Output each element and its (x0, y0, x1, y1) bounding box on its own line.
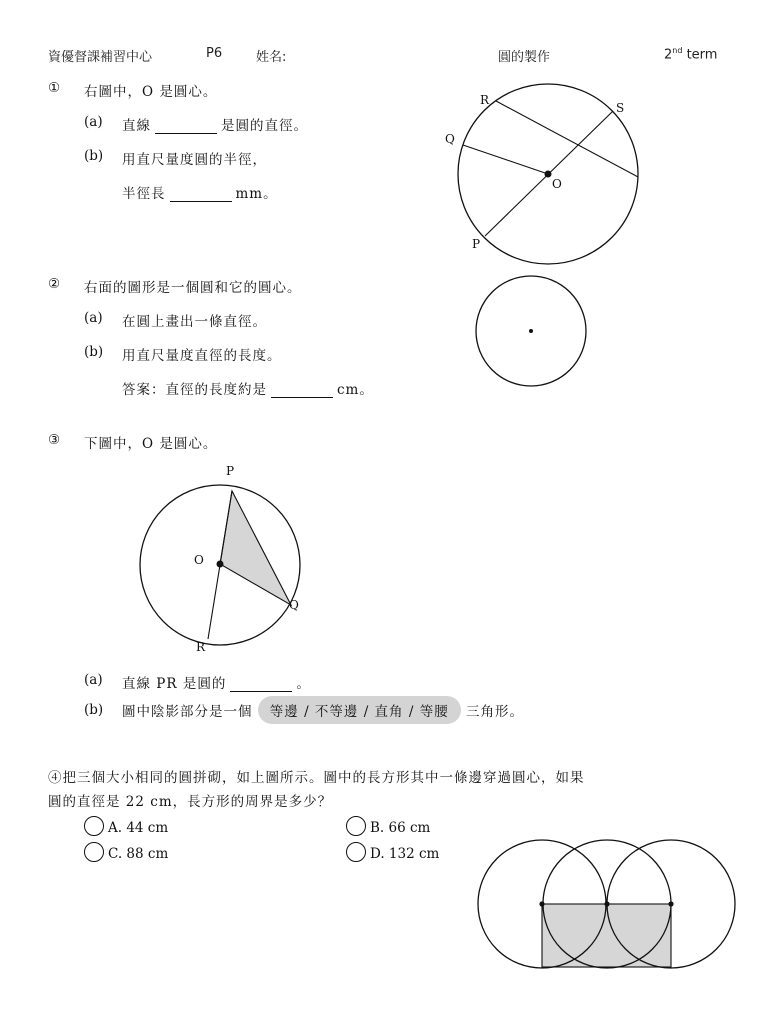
q2-answer-line (122, 378, 374, 398)
term-number: 2 (664, 47, 673, 63)
option-d-text: D. 132 cm (370, 846, 440, 862)
q3-b-line (122, 696, 524, 724)
q4-option-c[interactable] (84, 842, 168, 862)
option-c-text: C. 88 cm (108, 846, 169, 862)
q1-b-text: 用直尺量度圓的半徑， (122, 152, 267, 168)
q2-b-label: (b) (84, 344, 104, 360)
q4-center-right (668, 901, 673, 906)
q4-rectangle (542, 904, 671, 967)
option-d-circle[interactable] (346, 842, 366, 862)
q1-circle-figure (440, 85, 650, 265)
q4-option-a[interactable] (84, 816, 168, 836)
q1-a-blank[interactable] (155, 119, 217, 134)
q3-marker: ③ (48, 432, 62, 448)
q1-b2-line (122, 182, 278, 202)
center-name: 資優督課補習中心 (48, 50, 153, 65)
q3-a-post: 。 (296, 676, 311, 692)
worksheet-title: 圓的製作 (498, 50, 551, 65)
q3-b-label: (b) (84, 702, 104, 718)
q4-center-middle (604, 901, 609, 906)
q1-b2-post: mm。 (235, 186, 278, 202)
q1-a-post: 是圓的直徑。 (221, 118, 308, 134)
q1-label-r: R (480, 93, 490, 107)
option-a-circle[interactable] (84, 816, 104, 836)
q2-b-text: 用直尺量度直徑的長度。 (122, 348, 282, 364)
q2-a-label: (a) (84, 310, 103, 326)
q1-center-dot (545, 171, 552, 178)
q3-label-o: O (194, 553, 204, 567)
q2-a-text: 在圓上畫出一條直徑。 (122, 314, 267, 330)
q3-a-blank[interactable] (230, 677, 292, 692)
q3-text: 下圖中，O 是圓心。 (84, 436, 218, 452)
level-label: P6 (206, 46, 223, 61)
q3-a-line (122, 672, 311, 692)
q4-option-d[interactable] (346, 842, 439, 862)
q1-label-o: O (552, 177, 562, 191)
q1-b2-pre: 半徑長 (122, 186, 166, 202)
q1-a-pre: 直線 (122, 118, 151, 134)
name-label: 姓名: (256, 50, 287, 65)
term-suffix: nd (672, 46, 683, 55)
q2-circle-figure (474, 276, 590, 388)
option-a-text: A. 44 cm (108, 820, 169, 836)
q3-shaded-triangle (220, 491, 291, 605)
q1-label-p: P (472, 237, 481, 251)
q3-a-pre: 直線 PR 是圓的 (122, 676, 227, 692)
q3-circle-figure (130, 460, 330, 660)
q1-a-label: (a) (84, 114, 103, 130)
q1-label-s: S (616, 101, 625, 115)
q2-answer-blank[interactable] (271, 383, 333, 398)
q4-three-circles-figure (478, 842, 740, 970)
q3-b-pre: 圖中陰影部分是一個 (122, 704, 253, 720)
q1-label-q: Q (445, 132, 455, 146)
q3-label-p: P (226, 464, 235, 478)
term-label (664, 46, 717, 62)
q3-b-post: 三角形。 (466, 704, 524, 720)
q2-center-dot (529, 329, 533, 333)
q1-radius-oq (463, 145, 548, 174)
q3-label-r: R (196, 640, 206, 654)
q1-a-line (122, 114, 308, 134)
q2-text: 右面的圖形是一個圓和它的圓心。 (84, 280, 302, 296)
q4-line2: 圓的直徑是 22 cm，長方形的周界是多少？ (48, 794, 333, 810)
q4-line1: ④把三個大小相同的圓拼砌，如上圖所示。圖中的長方形其中一條邊穿過圓心，如果 (48, 770, 585, 786)
q3-a-label: (a) (84, 672, 103, 688)
q4-center-left (539, 901, 544, 906)
q3-center-dot (217, 561, 224, 568)
q4-option-b[interactable] (346, 816, 430, 836)
q2-ans-pre: 答案：直徑的長度約是 (122, 382, 267, 398)
option-b-circle[interactable] (346, 816, 366, 836)
term-word: term (686, 47, 718, 63)
option-c-circle[interactable] (84, 842, 104, 862)
q3-label-q: Q (289, 598, 299, 612)
q1-marker: ① (48, 80, 62, 96)
q2-ans-post: cm。 (337, 382, 374, 398)
q1-b-blank[interactable] (170, 187, 232, 202)
q1-text: 右圖中，O 是圓心。 (84, 84, 218, 100)
option-b-text: B. 66 cm (370, 820, 431, 836)
q1-b-label: (b) (84, 148, 104, 164)
q3-b-options-pill[interactable]: 等邊 / 不等邊 / 直角 / 等腰 (258, 696, 461, 724)
q2-marker: ② (48, 276, 62, 292)
